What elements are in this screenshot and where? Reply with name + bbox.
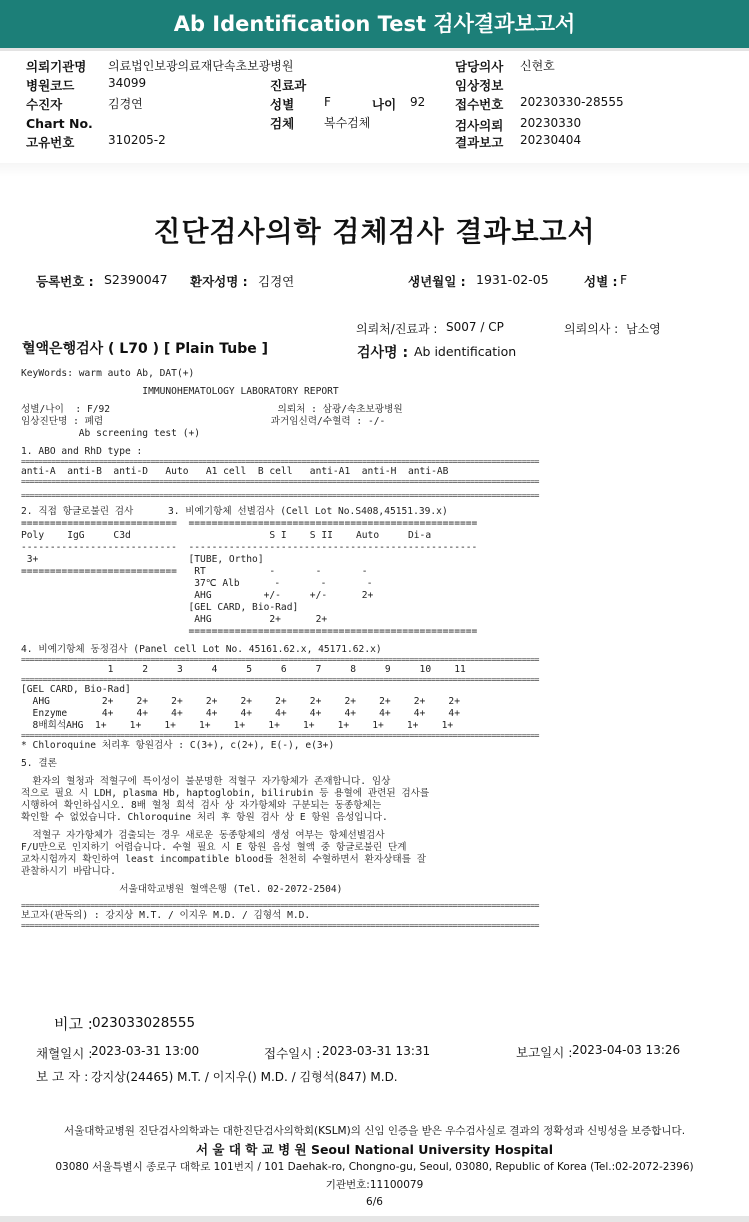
- report-value: 2023-04-03 13:26: [572, 1043, 681, 1057]
- field-label-chart-no: Chart No.: [26, 116, 93, 131]
- patient-label: 환자성명 :: [190, 274, 248, 289]
- report-line: 교차시험까지 확인하여 least incompatible blood를 천천히 수혈하면서 환자상태를 잘: [21, 854, 426, 865]
- field-value-client: 의료법인보광의료재단속초보광병원: [108, 59, 294, 73]
- doctor-label: 의뢰의사 :: [564, 322, 619, 336]
- sex-value: F: [620, 272, 628, 287]
- dept-value: S007 / CP: [446, 320, 504, 334]
- report-line: anti-A anti-B anti-D Auto A1 cell B cell anti-A1 anti-H anti-AB: [21, 466, 449, 477]
- collect-label: 채혈일시 :: [36, 1046, 93, 1061]
- report-line: 보고자(판독의) : 강지상 M.T. / 이지우 M.D. / 김형석 M.D.: [21, 910, 311, 921]
- report-rule: ========================================================================================================================: [21, 655, 539, 664]
- remark-value: 023033028555: [92, 1015, 196, 1031]
- field-value-request-date: 20230330: [520, 116, 582, 130]
- report-line: [GEL CARD, Bio-Rad]: [21, 684, 131, 695]
- report-line: --------------------------- --------------------------------------------------: [21, 542, 478, 553]
- field-value-unique-id: 310205-2: [108, 133, 166, 147]
- org-number: 기관번호:11100079: [325, 1179, 424, 1191]
- field-label-client: 의뢰기관명: [26, 59, 87, 74]
- report-rule: ========================================================================================================================: [21, 921, 539, 930]
- field-label-sex: 성별: [270, 97, 295, 112]
- field-label-request-date: 검사의뢰: [455, 118, 504, 133]
- title-bar-divider: [0, 48, 749, 51]
- patient-value: 김경연: [258, 274, 295, 289]
- doctor-value: 남소영: [626, 322, 661, 336]
- report-line: AHG 2+ 2+: [21, 614, 328, 625]
- field-value-accession: 20230330-28555: [520, 95, 624, 109]
- field-value-age: 92: [410, 95, 426, 109]
- report-line: 확인할 수 없었습니다. Chloroquine 처리 후 항원 검사 상 E 항원 음성입니다.: [21, 812, 388, 823]
- report-line: 성별/나이 : F/92 의뢰처 : 삼광/속초보광병원: [21, 404, 403, 415]
- report-line: 4. 비예기항체 동정검사 (Panel cell Lot No. 45161.62.x, 45171.62.x): [21, 644, 382, 655]
- report-line: 5. 결론: [21, 758, 57, 769]
- report-title-bar: Ab Identification Test 검사결과보고서: [0, 0, 749, 48]
- report-line: =========================== ==================================================: [21, 518, 478, 529]
- dob-label: 생년월일 :: [408, 274, 466, 289]
- report-rule: ========================================================================================================================: [21, 491, 539, 500]
- report-line: 37℃ Alb - - -: [21, 578, 373, 589]
- report-line: [GEL CARD, Bio-Rad]: [21, 602, 299, 613]
- field-value-report-date: 20230404: [520, 133, 582, 147]
- report-line: ==================================================: [21, 626, 478, 637]
- report-rule: ========================================================================================================================: [21, 457, 539, 466]
- field-value-hospital-code: 34099: [108, 76, 147, 90]
- field-label-accession: 접수번호: [455, 97, 504, 112]
- collect-value: 2023-03-31 13:00: [91, 1044, 200, 1058]
- report-rule: ========================================================================================================================: [21, 675, 539, 684]
- field-value-patient: 김경연: [108, 97, 143, 111]
- report-line: 환자의 혈청과 적혈구에 특이성이 불분명한 적혈구 자가항체가 존재합니다. 임상: [21, 776, 391, 787]
- report-line: Ab screening test (+): [21, 428, 201, 439]
- field-label-report-date: 결과보고: [455, 135, 504, 150]
- field-value-specimen: 복수검체: [324, 116, 371, 130]
- hospital-address: 03080 서울특별시 종로구 대학로 101번지 / 101 Daehak-ro, Chongno-gu, Seoul, 03080, Republic of Korea (Tel.:02-2072-2396): [55, 1161, 694, 1173]
- page-number: 6/6: [366, 1196, 383, 1208]
- report-line: KeyWords: warm auto Ab, DAT(+): [21, 368, 195, 379]
- report-line: 서울대학교병원 혈액은행 (Tel. 02-2072-2504): [21, 884, 343, 895]
- receive-label: 접수일시 :: [264, 1046, 321, 1061]
- field-value-sex: F: [324, 95, 331, 109]
- report-line: 임상진단명 : 폐렴 과거임신력/수혈력 : -/-: [21, 416, 386, 427]
- field-value-doctor: 신현호: [520, 59, 555, 73]
- report-line: 시행하여 확인하십시오. 8배 혈청 희석 검사 상 자가항체와 구분되는 동종항체는: [21, 800, 382, 811]
- remark-label: 비고 :: [54, 1015, 93, 1033]
- report-rule: ========================================================================================================================: [21, 901, 539, 910]
- report-line: AHG 2+ 2+ 2+ 2+ 2+ 2+ 2+ 2+ 2+ 2+ 2+: [21, 696, 460, 707]
- test-group: 혈액은행검사 ( L70 ) [ Plain Tube ]: [22, 341, 269, 357]
- report-label: 보고일시 :: [516, 1045, 573, 1060]
- report-line: 적혈구 자가항체가 검출되는 경우 새로운 동종항체의 생성 여부는 항체선별검사: [21, 830, 385, 841]
- report-line: Poly IgG C3d S I S II Auto Di-a: [21, 530, 432, 541]
- report-line: 8배희석AHG 1+ 1+ 1+ 1+ 1+ 1+ 1+ 1+ 1+ 1+ 1+: [21, 720, 454, 731]
- reg-label: 등록번호 :: [36, 274, 94, 289]
- lab-report-body: [21, 368, 539, 930]
- report-line: 적으로 필요 시 LDH, plasma Hb, haptoglobin, bilirubin 등 용혈에 관련된 검사를: [21, 788, 430, 799]
- certification-note: 서울대학교병원 진단검사의학과는 대한진단검사의학회(KSLM)의 신임 인증을 받은 우수검사실로 결과의 정확성과 신빙성을 보증합니다.: [63, 1125, 686, 1137]
- report-line: =========================== RT - - -: [21, 566, 368, 577]
- report-rule: ========================================================================================================================: [21, 731, 539, 740]
- dept-label: 의뢰처/진료과 :: [356, 322, 438, 336]
- report-line: AHG +/- +/- 2+: [21, 590, 374, 601]
- hospital-name: 서 울 대 학 교 병 원 Seoul National University Hospital: [195, 1142, 554, 1157]
- report-rule: ========================================================================================================================: [21, 477, 539, 486]
- document-title: 진단검사의학 검체검사 결과보고서: [153, 215, 596, 248]
- field-label-dept: 진료과: [270, 78, 307, 93]
- field-label-patient: 수진자: [26, 97, 63, 112]
- report-line: Enzyme 4+ 4+ 4+ 4+ 4+ 4+ 4+ 4+ 4+ 4+ 4+: [21, 708, 460, 719]
- report-line: 1. ABO and RhD type :: [21, 446, 143, 457]
- report-line: * Chloroquine 처리후 항원검사 : C(3+), c(2+), E(-), e(3+): [21, 740, 335, 751]
- report-line: F/U만으로 인지하기 어렵습니다. 수혈 필요 시 E 항원 음성 혈액 중 항글로불린 단계: [21, 842, 407, 853]
- field-label-age: 나이: [372, 97, 397, 112]
- sex-label: 성별 :: [584, 274, 618, 289]
- dob-value: 1931-02-05: [476, 272, 549, 287]
- header-separator: [0, 163, 749, 177]
- field-label-unique-id: 고유번호: [26, 135, 75, 150]
- field-label-doctor: 담당의사: [455, 59, 504, 74]
- reg-value: S2390047: [104, 272, 168, 287]
- field-label-specimen: 검체: [270, 116, 295, 131]
- report-line: 3+ [TUBE, Ortho]: [21, 554, 264, 565]
- reporter-label: 보 고 자 :: [36, 1069, 89, 1084]
- reporter-value: 강지상(24465) M.T. / 이지우() M.D. / 김형석(847) M.D.: [91, 1070, 398, 1084]
- report-line: IMMUNOHEMATOLOGY LABORATORY REPORT: [21, 386, 339, 397]
- report-line: 1 2 3 4 5 6 7 8 9 10 11: [21, 664, 466, 675]
- test-name-label: 검사명 :: [357, 345, 409, 361]
- report-line: 2. 직접 항글로불린 검사 3. 비예기항체 선별검사 (Cell Lot No.S408,45151.39.x): [21, 506, 448, 517]
- field-label-hospital-code: 병원코드: [26, 78, 75, 93]
- field-label-clinical-info: 임상정보: [455, 78, 504, 93]
- test-name-value: Ab identification: [414, 344, 517, 359]
- report-line: 관찰하시기 바랍니다.: [21, 866, 116, 877]
- page-edge: [0, 1216, 749, 1222]
- receive-value: 2023-03-31 13:31: [322, 1044, 431, 1058]
